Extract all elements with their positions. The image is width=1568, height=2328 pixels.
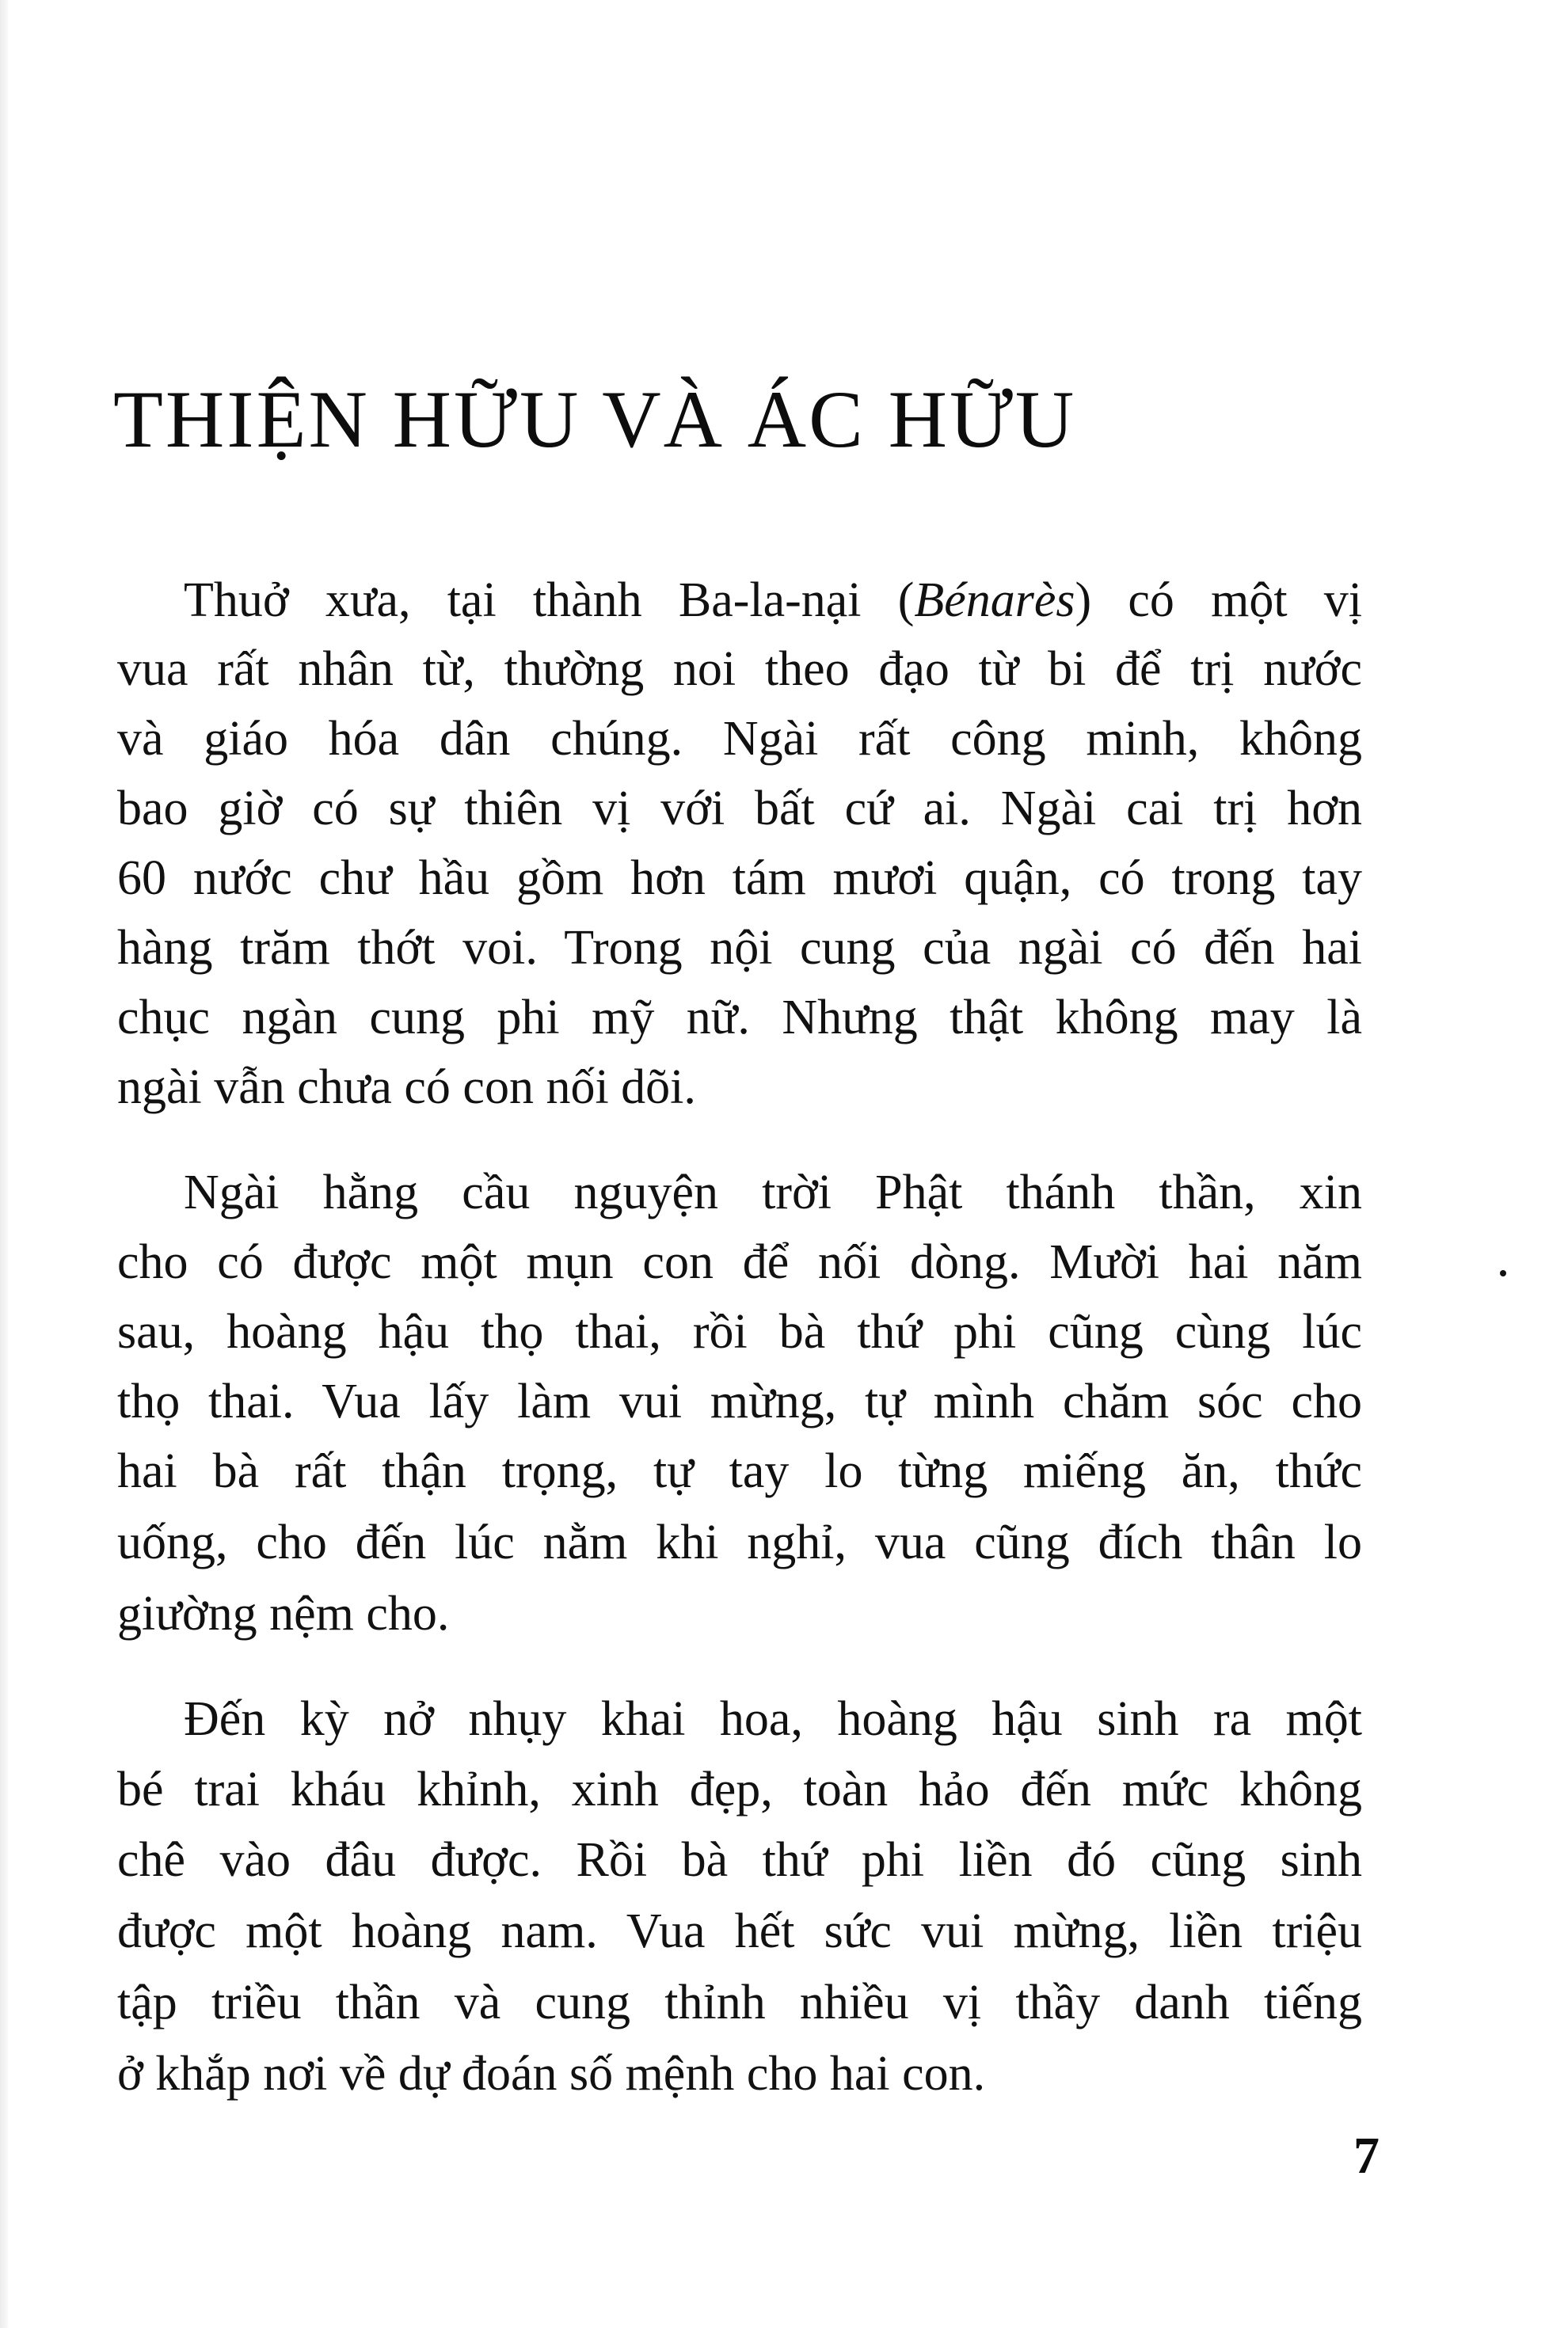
paragraph-1-line-5: 60 nước chư hầu gồm hơn tám mươi quận, có trong tay [117, 851, 1362, 905]
paragraph-2-line-5: hai bà rất thận trọng, tự tay lo từng miếng ăn, thức [117, 1444, 1362, 1498]
paragraph-3-line-2: bé trai kháu khỉnh, xinh đẹp, toàn hảo đến mức không [117, 1763, 1362, 1816]
paragraph-2-line-7: giường nệm cho. [117, 1587, 450, 1641]
paragraph-2-line-3: sau, hoàng hậu thọ thai, rồi bà thứ phi cũng cùng lúc [117, 1305, 1362, 1359]
paragraph-1-line-4: bao giờ có sự thiên vị với bất cứ ai. Ngài cai trị hơn [117, 782, 1362, 835]
page-number: 7 [1353, 2127, 1380, 2185]
scanned-page-edge [0, 0, 10, 2328]
place-name-italic: Bénarès [914, 573, 1075, 627]
paragraph-1-line-1: Thuở xưa, tại thành Ba-la-nại (Bénarès) có một vị [184, 573, 1363, 627]
paragraph-3-line-6: ở khắp nơi về dự đoán số mệnh cho hai con. [117, 2047, 986, 2101]
paragraph-3-line-4: được một hoàng nam. Vua hết sức vui mừng, liền triệu [117, 1904, 1362, 1958]
paragraph-2-line-1: Ngài hằng cầu nguyện trời Phật thánh thần, xin [184, 1166, 1362, 1219]
paragraph-2-line-2: cho có được một mụn con để nối dòng. Mười hai năm [117, 1235, 1362, 1289]
scan-speck [1500, 1270, 1506, 1276]
paragraph-1-line-2: vua rất nhân từ, thường noi theo đạo từ bi để trị nước [117, 642, 1362, 696]
paragraph-2-line-4: thọ thai. Vua lấy làm vui mừng, tự mình chăm sóc cho [117, 1375, 1362, 1428]
paragraph-1-line-6: hàng trăm thớt voi. Trong nội cung của ngài có đến hai [117, 921, 1362, 975]
chapter-title: THIỆN HỮU VÀ ÁC HỮU [113, 375, 1077, 465]
paragraph-1-line-3: và giáo hóa dân chúng. Ngài rất công minh, không [117, 712, 1362, 766]
paragraph-2-line-6: uống, cho đến lúc nằm khi nghỉ, vua cũng đích thân lo [117, 1516, 1362, 1569]
paragraph-1-line-8: ngài vẫn chưa có con nối dõi. [117, 1060, 696, 1114]
paragraph-3-line-5: tập triều thần và cung thỉnh nhiều vị thầy danh tiếng [117, 1976, 1362, 2029]
paragraph-3-line-1: Đến kỳ nở nhụy khai hoa, hoàng hậu sinh ra một [184, 1692, 1362, 1746]
paragraph-1-line-7: chục ngàn cung phi mỹ nữ. Nhưng thật không may là [117, 991, 1362, 1044]
paragraph-3-line-3: chê vào đâu được. Rồi bà thứ phi liền đó cũng sinh [117, 1833, 1362, 1887]
